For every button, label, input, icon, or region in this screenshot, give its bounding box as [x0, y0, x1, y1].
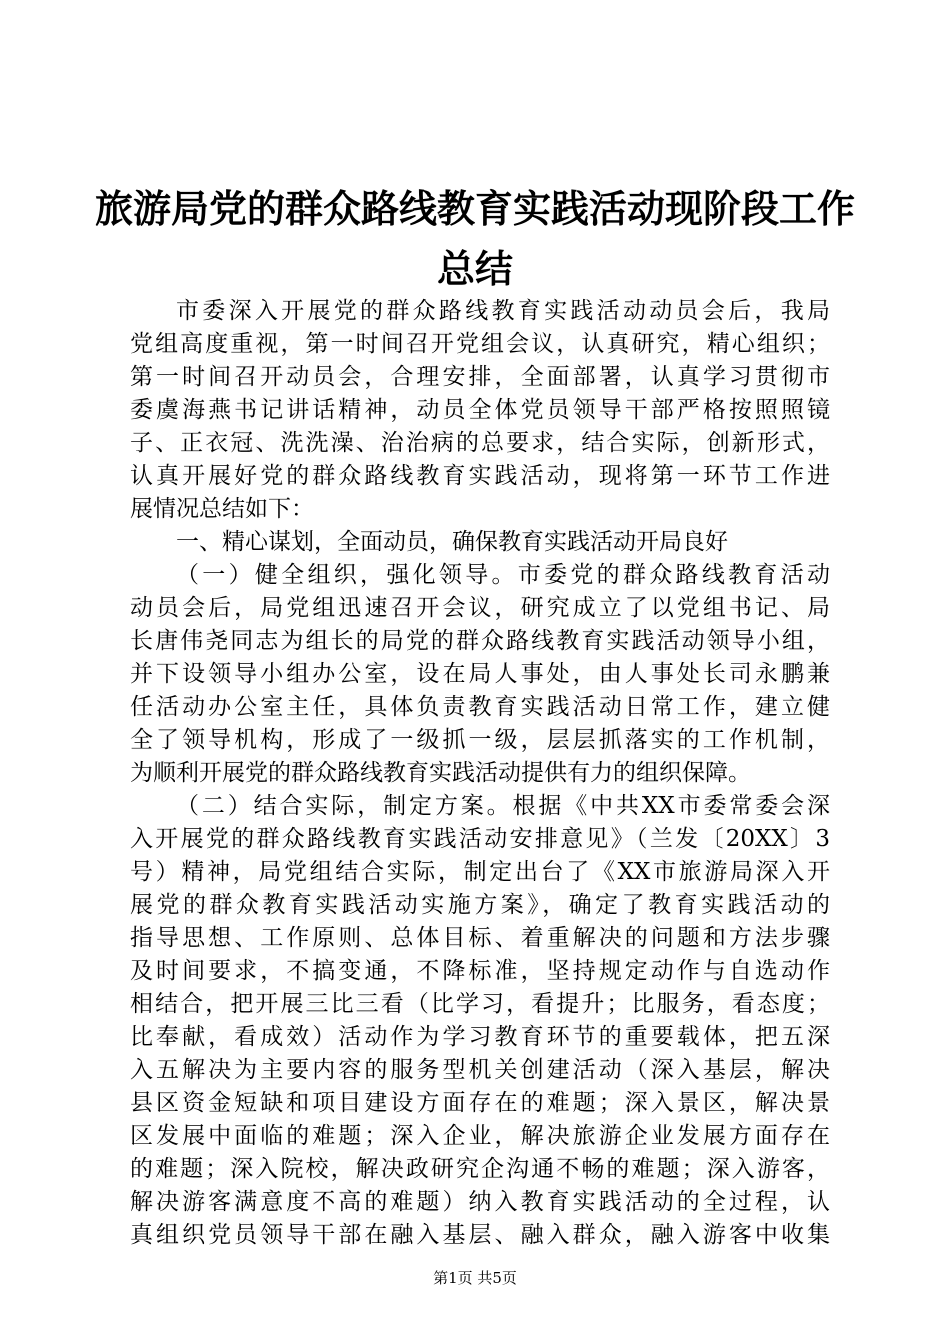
body-line: 长唐伟尧同志为组长的局党的群众路线教育实践活动领导小组，	[130, 628, 830, 654]
body-line: 解决游客满意度不高的难题）纳入教育实践活动的全过程，认	[130, 1189, 830, 1215]
body-line: 第一时间召开动员会，合理安排，全面部署，认真学习贯彻市	[130, 364, 830, 390]
body-line: 并下设领导小组办公室，设在局人事处，由人事处长司永鹏兼	[130, 661, 830, 687]
body-line: （一）健全组织，强化领导。市委党的群众路线教育活动	[176, 562, 830, 588]
body-line: 市委深入开展党的群众路线教育实践活动动员会后，我局	[176, 298, 830, 324]
body-line: 全了领导机构，形成了一级抓一级，层层抓落实的工作机制，	[130, 727, 830, 753]
body-line: 指导思想、工作原则、总体目标、着重解决的问题和方法步骤	[130, 925, 830, 951]
body-line: 党组高度重视，第一时间召开党组会议，认真研究，精心组织；	[130, 331, 830, 357]
body-line: 入五解决为主要内容的服务型机关创建活动（深入基层，解决	[130, 1057, 830, 1083]
body-line: 展党的群众教育实践活动实施方案》，确定了教育实践活动的	[130, 892, 830, 918]
body-line: 比奉献，看成效）活动作为学习教育环节的重要载体，把五深	[130, 1024, 830, 1050]
body-line: 子、正衣冠、洗洗澡、治治病的总要求，结合实际，创新形式，	[130, 430, 830, 456]
body-line: 真组织党员领导干部在融入基层、融入群众，融入游客中收集	[130, 1222, 830, 1248]
body-line: 县区资金短缺和项目建设方面存在的难题；深入景区，解决景	[130, 1090, 830, 1116]
body-line: 为顺利开展党的群众路线教育实践活动提供有力的组织保障。	[130, 760, 751, 786]
document-title-line-2: 总结	[436, 246, 513, 291]
body-line: 委虞海燕书记讲话精神，动员全体党员领导干部严格按照照镜	[130, 397, 830, 423]
body-line: 入开展党的群众路线教育实践活动安排意见》（兰发〔20XX〕3	[130, 826, 830, 852]
body-line: 认真开展好党的群众路线教育实践活动，现将第一环节工作进	[130, 463, 830, 489]
body-line: 号）精神，局党组结合实际，制定出台了《XX市旅游局深入开	[130, 859, 830, 885]
body-line: 的难题；深入院校，解决政研究企沟通不畅的难题；深入游客，	[130, 1156, 830, 1182]
document-title-line-1: 旅游局党的群众路线教育实践活动现阶段工作	[94, 186, 855, 231]
page-number-footer: 第1页 共5页	[433, 1269, 517, 1287]
section-heading: 一、精心谋划，全面动员，确保教育实践活动开局良好	[176, 529, 728, 555]
body-line: 动员会后，局党组迅速召开会议，研究成立了以党组书记、局	[130, 595, 830, 621]
body-line: （二）结合实际，制定方案。根据《中共XX市委常委会深	[176, 793, 830, 819]
body-line: 区发展中面临的难题；深入企业，解决旅游企业发展方面存在	[130, 1123, 830, 1149]
body-line: 展情况总结如下：	[130, 496, 314, 522]
body-line: 及时间要求，不搞变通，不降标准，坚持规定动作与自选动作	[130, 958, 830, 984]
body-line: 任活动办公室主任，具体负责教育实践活动日常工作，建立健	[130, 694, 830, 720]
body-line: 相结合，把开展三比三看（比学习，看提升；比服务，看态度；	[130, 991, 830, 1017]
